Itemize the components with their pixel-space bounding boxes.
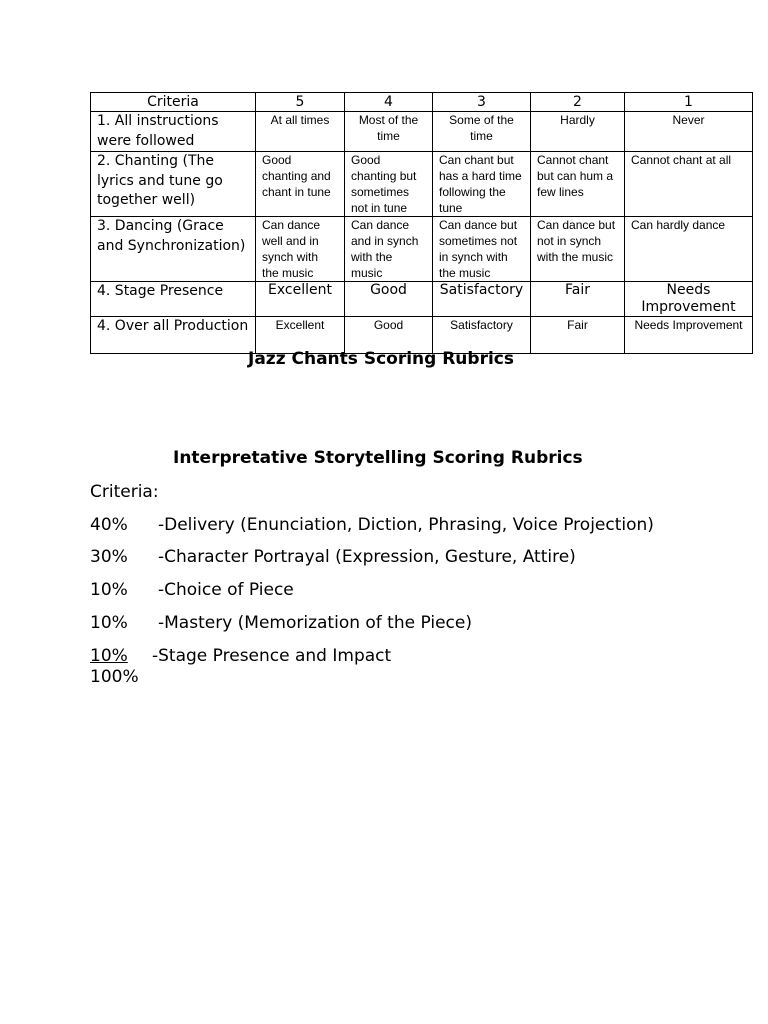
table-cell: Good [345,282,433,317]
criteria-percent: 30% [90,547,128,567]
criteria-percent: 40% [90,515,128,535]
rubric-table [90,92,753,354]
table-cell: Can hardly dance [625,217,753,282]
header-score-1: 1 [625,93,753,112]
table-cell: Never [625,112,753,152]
table-cell: At all times [256,112,345,152]
table-cell: Needs Improvement [625,317,753,354]
criteria-text: -Stage Presence and Impact [152,646,392,666]
table-cell: Can dance but sometimes not in synch with the music [433,217,531,282]
table-row [91,112,753,152]
row-criterion: 4. Over all Production [91,317,256,354]
table-cell: Most of the time [345,112,433,152]
criteria-item [90,613,472,633]
criteria-text: -Mastery (Memorization of the Piece) [158,613,472,633]
table-row [91,152,753,217]
criteria-text: -Character Portrayal (Expression, Gesture, Attire) [158,547,576,567]
table-cell: Some of the time [433,112,531,152]
table-cell: Cannot chant at all [625,152,753,217]
row-criterion: 1. All instructions were followed [91,112,256,152]
table-cell: Cannot chant but can hum a few lines [531,152,625,217]
table-cell: Can dance but not in synch with the music [531,217,625,282]
header-score-5: 5 [256,93,345,112]
table-cell: Excellent [256,282,345,317]
table-cell: Can dance and in synch with the music [345,217,433,282]
table-row [91,282,753,317]
row-criterion: 4. Stage Presence [91,282,256,317]
row-criterion: 3. Dancing (Grace and Synchronization) [91,217,256,282]
table-cell: Fair [531,282,625,317]
criteria-percent: 10% [90,646,128,666]
criteria-text: -Delivery (Enunciation, Diction, Phrasing, Voice Projection) [158,515,654,535]
criteria-percent: 10% [90,580,128,600]
criteria-text: -Choice of Piece [158,580,294,600]
table-cell: Good chanting but sometimes not in tune [345,152,433,217]
criteria-label: Criteria: [90,482,159,502]
criteria-item [90,646,391,666]
criteria-item [90,515,654,535]
row-criterion: 2. Chanting (The lyrics and tune go together well) [91,152,256,217]
table-cell: Hardly [531,112,625,152]
table-cell: Good [345,317,433,354]
header-score-2: 2 [531,93,625,112]
header-criteria: Criteria [91,93,256,112]
criteria-percent: 10% [90,613,128,633]
table-row [91,317,753,354]
jazz-chants-title: Jazz Chants Scoring Rubrics [248,349,514,369]
table-cell: Can dance well and in synch with the music [256,217,345,282]
table-cell: Needs Improvement [625,282,753,317]
table-row [91,217,753,282]
storytelling-title: Interpretative Storytelling Scoring Rubrics [173,448,583,468]
header-score-4: 4 [345,93,433,112]
table-cell: Good chanting and chant in tune [256,152,345,217]
header-score-3: 3 [433,93,531,112]
table-cell: Fair [531,317,625,354]
criteria-item [90,547,576,567]
table-cell: Satisfactory [433,282,531,317]
table-cell: Can chant but has a hard time following the tune [433,152,531,217]
criteria-item [90,580,294,600]
table-header-row [91,93,753,112]
table-cell: Excellent [256,317,345,354]
table-cell: Satisfactory [433,317,531,354]
total-percent: 100% [90,667,139,687]
